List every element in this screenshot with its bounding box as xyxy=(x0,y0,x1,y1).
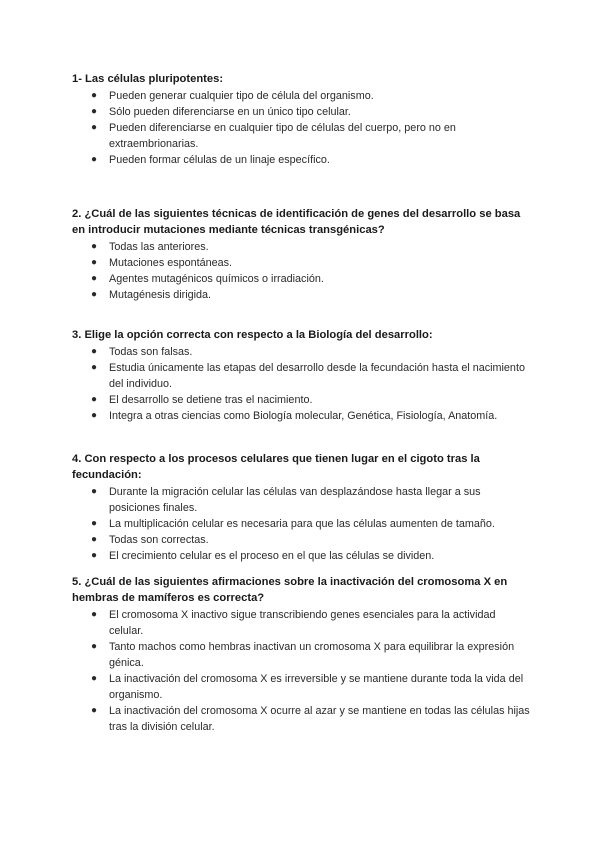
options-list xyxy=(72,88,530,168)
option-item xyxy=(72,271,530,287)
bullet-icon: ● xyxy=(91,154,98,165)
option-text: Mutaciones espontáneas. xyxy=(109,257,233,269)
options-list xyxy=(72,239,530,303)
bullet-icon: ● xyxy=(91,289,98,300)
bullet-icon: ● xyxy=(91,273,98,284)
option-item xyxy=(72,548,530,564)
option-item xyxy=(72,239,530,255)
question-title: 3. Elige la opción correcta con respecto a la Biología del desarrollo: xyxy=(72,329,433,341)
option-text: Todas son falsas. xyxy=(109,346,193,358)
bullet-icon: ● xyxy=(91,518,98,529)
question-title: 4. Con respecto a los procesos celulares que tienen lugar en el cigoto tras la fecundación: xyxy=(72,453,480,481)
bullet-icon: ● xyxy=(91,257,98,268)
option-item xyxy=(72,532,530,548)
options-list xyxy=(72,484,530,564)
bullet-icon: ● xyxy=(91,241,98,252)
option-item xyxy=(72,516,530,532)
question-4 xyxy=(72,451,530,564)
option-text: Estudia únicamente las etapas del desarrollo desde la fecundación hasta el nacimiento del individuo. xyxy=(109,362,525,390)
bullet-icon: ● xyxy=(91,106,98,117)
option-text: El cromosoma X inactivo sigue transcribiendo genes esenciales para la actividad celular. xyxy=(109,609,496,637)
bullet-icon: ● xyxy=(91,346,98,357)
option-text: Pueden generar cualquier tipo de célula del organismo. xyxy=(109,90,374,102)
option-item xyxy=(72,639,530,671)
bullet-icon: ● xyxy=(91,534,98,545)
bullet-icon: ● xyxy=(91,410,98,421)
option-text: La inactivación del cromosoma X ocurre al azar y se mantiene en todas las células hijas tras la división celular. xyxy=(109,705,530,733)
option-item xyxy=(72,392,530,408)
option-text: Mutagénesis dirigida. xyxy=(109,289,212,301)
question-title: 2. ¿Cuál de las siguientes técnicas de identificación de genes del desarrollo se basa en introducir mutaciones mediante técnicas transgénicas? xyxy=(72,208,521,236)
option-item xyxy=(72,344,530,360)
option-text: Integra a otras ciencias como Biología molecular, Genética, Fisiología, Anatomía. xyxy=(109,410,498,422)
bullet-icon: ● xyxy=(91,90,98,101)
option-item xyxy=(72,408,530,424)
option-item xyxy=(72,484,530,516)
options-list xyxy=(72,607,530,735)
option-text: Todas son correctas. xyxy=(109,534,209,546)
option-text: Pueden formar células de un linaje específico. xyxy=(109,154,330,166)
option-text: Todas las anteriores. xyxy=(109,241,209,253)
option-text: La inactivación del cromosoma X es irreversible y se mantiene durante toda la vida del organismo. xyxy=(109,673,524,701)
question-5 xyxy=(72,574,530,735)
bullet-icon: ● xyxy=(91,705,98,716)
option-text: Pueden diferenciarse en cualquier tipo de células del cuerpo, pero no en extraembrionarias. xyxy=(109,122,456,150)
option-text: La multiplicación celular es necesaria para que las células aumenten de tamaño. xyxy=(109,518,495,530)
option-item xyxy=(72,104,530,120)
question-title: 1- Las células pluripotentes: xyxy=(72,73,224,85)
bullet-icon: ● xyxy=(91,673,98,684)
option-text: Agentes mutagénicos químicos o irradiación. xyxy=(109,273,324,285)
question-2 xyxy=(72,206,530,303)
option-text: El crecimiento celular es el proceso en el que las células se dividen. xyxy=(109,550,435,562)
options-list xyxy=(72,344,530,424)
option-text: El desarrollo se detiene tras el nacimiento. xyxy=(109,394,313,406)
option-item xyxy=(72,120,530,152)
option-item xyxy=(72,703,530,735)
option-text: Tanto machos como hembras inactivan un cromosoma X para equilibrar la expresión génica. xyxy=(109,641,515,669)
option-text: Sólo pueden diferenciarse en un único tipo celular. xyxy=(109,106,351,118)
option-item xyxy=(72,671,530,703)
bullet-icon: ● xyxy=(91,486,98,497)
bullet-icon: ● xyxy=(91,362,98,373)
bullet-icon: ● xyxy=(91,641,98,652)
option-item xyxy=(72,287,530,303)
bullet-icon: ● xyxy=(91,122,98,133)
option-item xyxy=(72,255,530,271)
question-1 xyxy=(72,71,530,168)
option-item xyxy=(72,152,530,168)
bullet-icon: ● xyxy=(91,609,98,620)
bullet-icon: ● xyxy=(91,550,98,561)
question-3 xyxy=(72,327,530,424)
option-item xyxy=(72,607,530,639)
bullet-icon: ● xyxy=(91,394,98,405)
option-text: Durante la migración celular las células van desplazándose hasta llegar a sus posiciones finales. xyxy=(109,486,481,514)
option-item xyxy=(72,360,530,392)
option-item xyxy=(72,88,530,104)
question-title: 5. ¿Cuál de las siguientes afirmaciones sobre la inactivación del cromosoma X en hembras de mamíferos es correcta? xyxy=(72,576,508,604)
